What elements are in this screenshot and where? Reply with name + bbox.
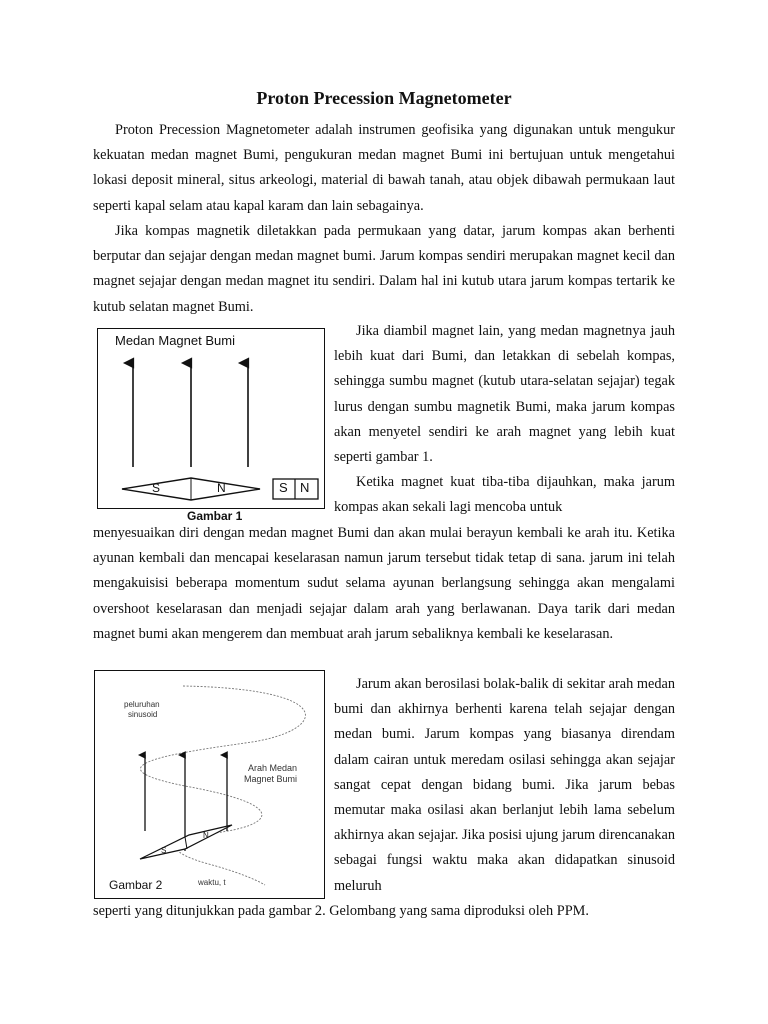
decay-label-line1: peluruhan — [124, 700, 160, 709]
figure-2 — [94, 670, 325, 899]
paragraph-compass: Jika kompas magnetik diletakkan pada permukaan yang datar, jarum kompas akan berhenti berputar dan sejajar dengan medan magnet bumi. Jarum kompas sendiri merupakan magnet kecil dan magnet sejajar dengan medan magnet itu sendiri. Dalam hal ini kutub utara jarum kompas tertarik ke kutub selatan magnet Bumi. — [93, 223, 675, 315]
needle-s-label: S — [152, 481, 161, 495]
needle-s-label: S — [161, 846, 167, 855]
field-label-line1: Arah Medan — [248, 763, 298, 773]
needle-n-label: N — [203, 831, 209, 840]
needle-n-label: N — [217, 481, 226, 495]
page-title: Proton Precession Magnetometer — [256, 88, 512, 108]
figure-1 — [97, 328, 325, 523]
decay-label-line2: sinusoid — [128, 710, 158, 719]
paragraph-oscillation: Jarum akan berosilasi bolak-balik di sekitar arah medan bumi dan akhirnya berhenti karena telah sejajar dengan medan bumi. Jarum kompas yang biasanya direndam dalam cairan untuk meredam osilasi sehingga akan sejajar sangat cepat dengan bidang bumi. Jika jarum bebas memutar maka osilasi akan berlanjut lebih lama sebelum akhirnya akan sejajar. Jika posisi ujung jarum direncanakan sebagai fungsi waktu maka akan didapatkan sinusoid meluruh — [334, 676, 675, 894]
magnet-n-label: N — [300, 480, 310, 495]
paragraph-removal-start: Ketika magnet kuat tiba-tiba dijauhkan, maka jarum kompas akan sekali lagi mencoba untuk — [334, 474, 675, 516]
figure-1-heading: Medan Magnet Bumi — [115, 333, 235, 348]
paragraph-removal-continued: menyesuaikan diri dengan medan magnet Bumi dan akan mulai berayun kembali ke arah itu. Ketika ayunan kembali dan mencapai keselarasan namun jarum tersebut tidak tetap di sana. jarum ini telah mengakuisisi beberapa momentum sudut selama ayunan berlangsung sehingga akan mengalami overshoot keselarasan dan menjadi sejajar dalam arah yang berlawanan. Daya tarik dari medan magnet bumi akan mengerem dan membuat arah jarum sebaliknya kembali ke keselarasan. — [93, 525, 675, 642]
time-label: waktu, t — [198, 878, 226, 887]
figure-2-caption: Gambar 2 — [109, 878, 163, 892]
paragraph-oscillation-continued: seperti yang ditunjukkan pada gambar 2. Gelombang yang sama diproduksi oleh PPM. — [93, 903, 589, 919]
paragraph-intro: Proton Precession Magnetometer adalah instrumen geofisika yang digunakan untuk mengukur kekuatan medan magnet Bumi, pengukuran medan magnet Bumi ini bertujuan untuk mengetahui lokasi deposit mineral, situs arkeologi, material di bawah tanah, atau objek dibawah permukaan laut seperti kapal selam atau kapal karam dan lain sebagainya. — [93, 122, 675, 214]
figure-1-drawing — [98, 329, 326, 510]
magnet-s-label: S — [279, 480, 288, 495]
paragraph-strong-magnet: Jika diambil magnet lain, yang medan magnetnya jauh lebih kuat dari Bumi, dan letakkan di sebelah kompas, sehingga sumbu magnet (kutub utara-selatan sejajar) tegak lurus dengan sumbu magnetik Bumi, maka jarum kompas akan menyetel sendiri ke arah magnet yang lebih kuat seperti gambar 1. — [334, 323, 675, 466]
decaying-sinusoid — [140, 686, 305, 885]
field-label-line2: Magnet Bumi — [244, 774, 298, 784]
figure-1-caption: Gambar 1 — [184, 509, 245, 523]
